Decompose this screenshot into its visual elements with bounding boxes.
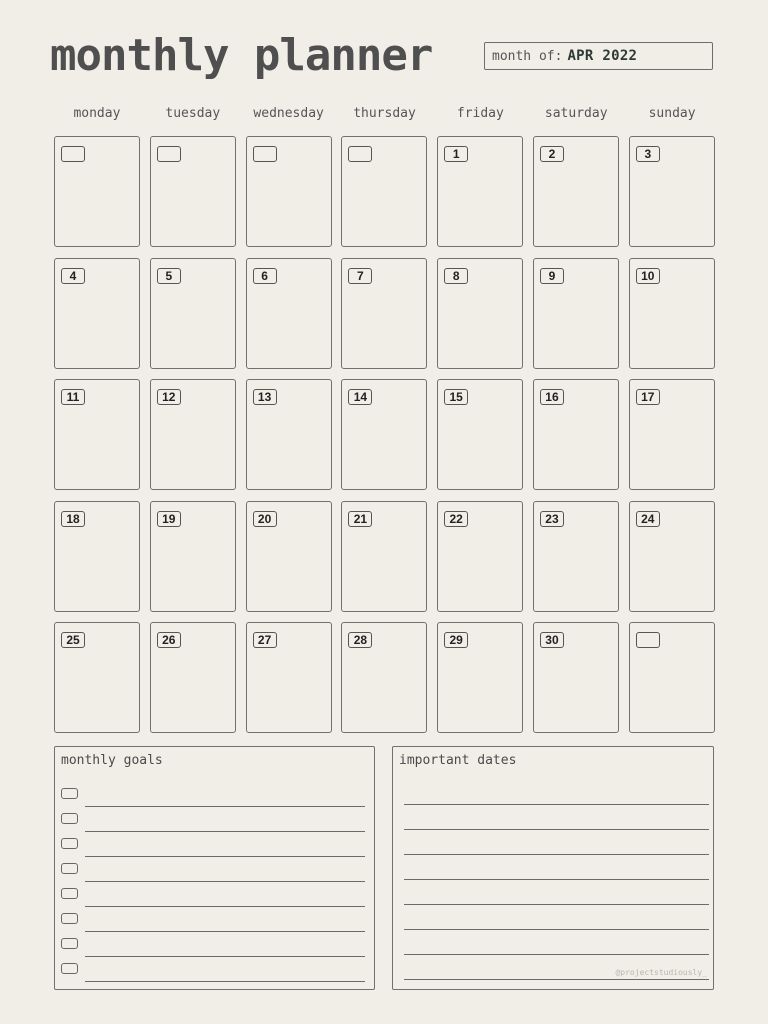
day-number: 4 [61, 268, 85, 284]
day-number: 13 [253, 389, 277, 405]
weekday-wednesday: wednesday [253, 106, 324, 121]
goal-checkbox[interactable] [61, 963, 78, 974]
goal-row [61, 912, 365, 932]
date-line[interactable] [404, 879, 709, 880]
day-number: 28 [348, 632, 372, 648]
day-cell[interactable] [341, 622, 427, 733]
goal-row [61, 962, 365, 982]
day-number [348, 146, 372, 162]
day-cell[interactable] [341, 501, 427, 612]
goal-checkbox[interactable] [61, 938, 78, 949]
day-number: 1 [444, 146, 468, 162]
goal-line[interactable] [85, 906, 365, 907]
goal-checkbox[interactable] [61, 913, 78, 924]
month-value: APR 2022 [567, 48, 638, 64]
goal-line[interactable] [85, 931, 365, 932]
goal-line[interactable] [85, 956, 365, 957]
day-number: 30 [540, 632, 564, 648]
day-cell[interactable] [629, 379, 715, 490]
goal-line[interactable] [85, 856, 365, 857]
day-number: 5 [157, 268, 181, 284]
day-cell[interactable] [246, 501, 332, 612]
day-number: 26 [157, 632, 181, 648]
day-cell[interactable] [150, 258, 236, 369]
goal-row [61, 887, 365, 907]
day-cell[interactable] [54, 622, 140, 733]
day-number: 22 [444, 511, 468, 527]
important-dates-title: important dates [399, 753, 517, 768]
day-number: 8 [444, 268, 468, 284]
date-line[interactable] [404, 804, 709, 805]
weekday-tuesday: tuesday [165, 106, 221, 121]
date-line[interactable] [404, 904, 709, 905]
month-field[interactable] [484, 42, 713, 70]
day-cell[interactable] [341, 136, 427, 247]
day-cell[interactable] [533, 622, 619, 733]
day-number: 7 [348, 268, 372, 284]
day-cell[interactable] [629, 258, 715, 369]
day-number: 20 [253, 511, 277, 527]
day-number: 17 [636, 389, 660, 405]
day-number: 25 [61, 632, 85, 648]
day-cell[interactable] [150, 622, 236, 733]
weekday-monday: monday [73, 106, 121, 121]
goal-checkbox[interactable] [61, 838, 78, 849]
goal-row [61, 937, 365, 957]
day-cell[interactable] [54, 258, 140, 369]
day-number: 23 [540, 511, 564, 527]
day-cell[interactable] [437, 501, 523, 612]
weekday-thursday: thursday [353, 106, 416, 121]
day-cell[interactable] [54, 501, 140, 612]
day-number: 18 [61, 511, 85, 527]
day-number [157, 146, 181, 162]
goal-line[interactable] [85, 831, 365, 832]
monthly-goals-panel [54, 746, 375, 990]
day-number: 19 [157, 511, 181, 527]
day-number: 3 [636, 146, 660, 162]
day-number: 10 [636, 268, 660, 284]
goal-checkbox[interactable] [61, 813, 78, 824]
day-cell[interactable] [437, 136, 523, 247]
monthly-goals-title: monthly goals [61, 753, 163, 768]
important-dates-panel [392, 746, 714, 990]
day-number: 29 [444, 632, 468, 648]
day-number: 16 [540, 389, 564, 405]
date-line[interactable] [404, 929, 709, 930]
day-number: 15 [444, 389, 468, 405]
page-title: monthly planner [50, 30, 433, 81]
weekday-sunday: sunday [648, 106, 696, 121]
day-cell[interactable] [54, 136, 140, 247]
day-cell[interactable] [341, 379, 427, 490]
goal-checkbox[interactable] [61, 863, 78, 874]
day-cell[interactable] [629, 136, 715, 247]
day-cell[interactable] [533, 258, 619, 369]
goal-line[interactable] [85, 881, 365, 882]
day-number: 21 [348, 511, 372, 527]
goal-checkbox[interactable] [61, 788, 78, 799]
day-number [636, 632, 660, 648]
day-cell[interactable] [246, 622, 332, 733]
watermark: @projectstudiously_ [615, 968, 707, 977]
date-line[interactable] [404, 954, 709, 955]
day-number [253, 146, 277, 162]
day-number: 11 [61, 389, 85, 405]
day-number: 27 [253, 632, 277, 648]
day-cell[interactable] [533, 136, 619, 247]
day-number: 9 [540, 268, 564, 284]
weekday-saturday: saturday [544, 106, 608, 121]
goal-line[interactable] [85, 981, 365, 982]
weekday-friday: friday [456, 106, 504, 121]
goal-line[interactable] [85, 806, 365, 807]
day-cell[interactable] [533, 379, 619, 490]
goal-row [61, 837, 365, 857]
goal-checkbox[interactable] [61, 888, 78, 899]
day-cell[interactable] [533, 501, 619, 612]
day-cell[interactable] [150, 501, 236, 612]
day-cell[interactable] [341, 258, 427, 369]
month-label: month of: [492, 48, 563, 64]
day-cell[interactable] [437, 258, 523, 369]
day-cell[interactable] [437, 622, 523, 733]
goal-row [61, 862, 365, 882]
day-number: 14 [348, 389, 372, 405]
day-number [61, 146, 85, 162]
date-line[interactable] [404, 979, 709, 980]
date-line[interactable] [404, 829, 709, 830]
day-number: 6 [253, 268, 277, 284]
day-cell[interactable] [150, 136, 236, 247]
day-number: 24 [636, 511, 660, 527]
day-number: 12 [157, 389, 181, 405]
date-line[interactable] [404, 854, 709, 855]
day-cell[interactable] [246, 136, 332, 247]
goal-row [61, 787, 365, 807]
goal-row [61, 812, 365, 832]
weekday-header-row [54, 106, 715, 126]
day-cell[interactable] [246, 379, 332, 490]
day-cell[interactable] [629, 622, 715, 733]
day-number: 2 [540, 146, 564, 162]
day-cell[interactable] [54, 379, 140, 490]
day-cell[interactable] [150, 379, 236, 490]
day-cell[interactable] [246, 258, 332, 369]
day-cell[interactable] [629, 501, 715, 612]
day-cell[interactable] [437, 379, 523, 490]
calendar-grid [54, 136, 715, 733]
